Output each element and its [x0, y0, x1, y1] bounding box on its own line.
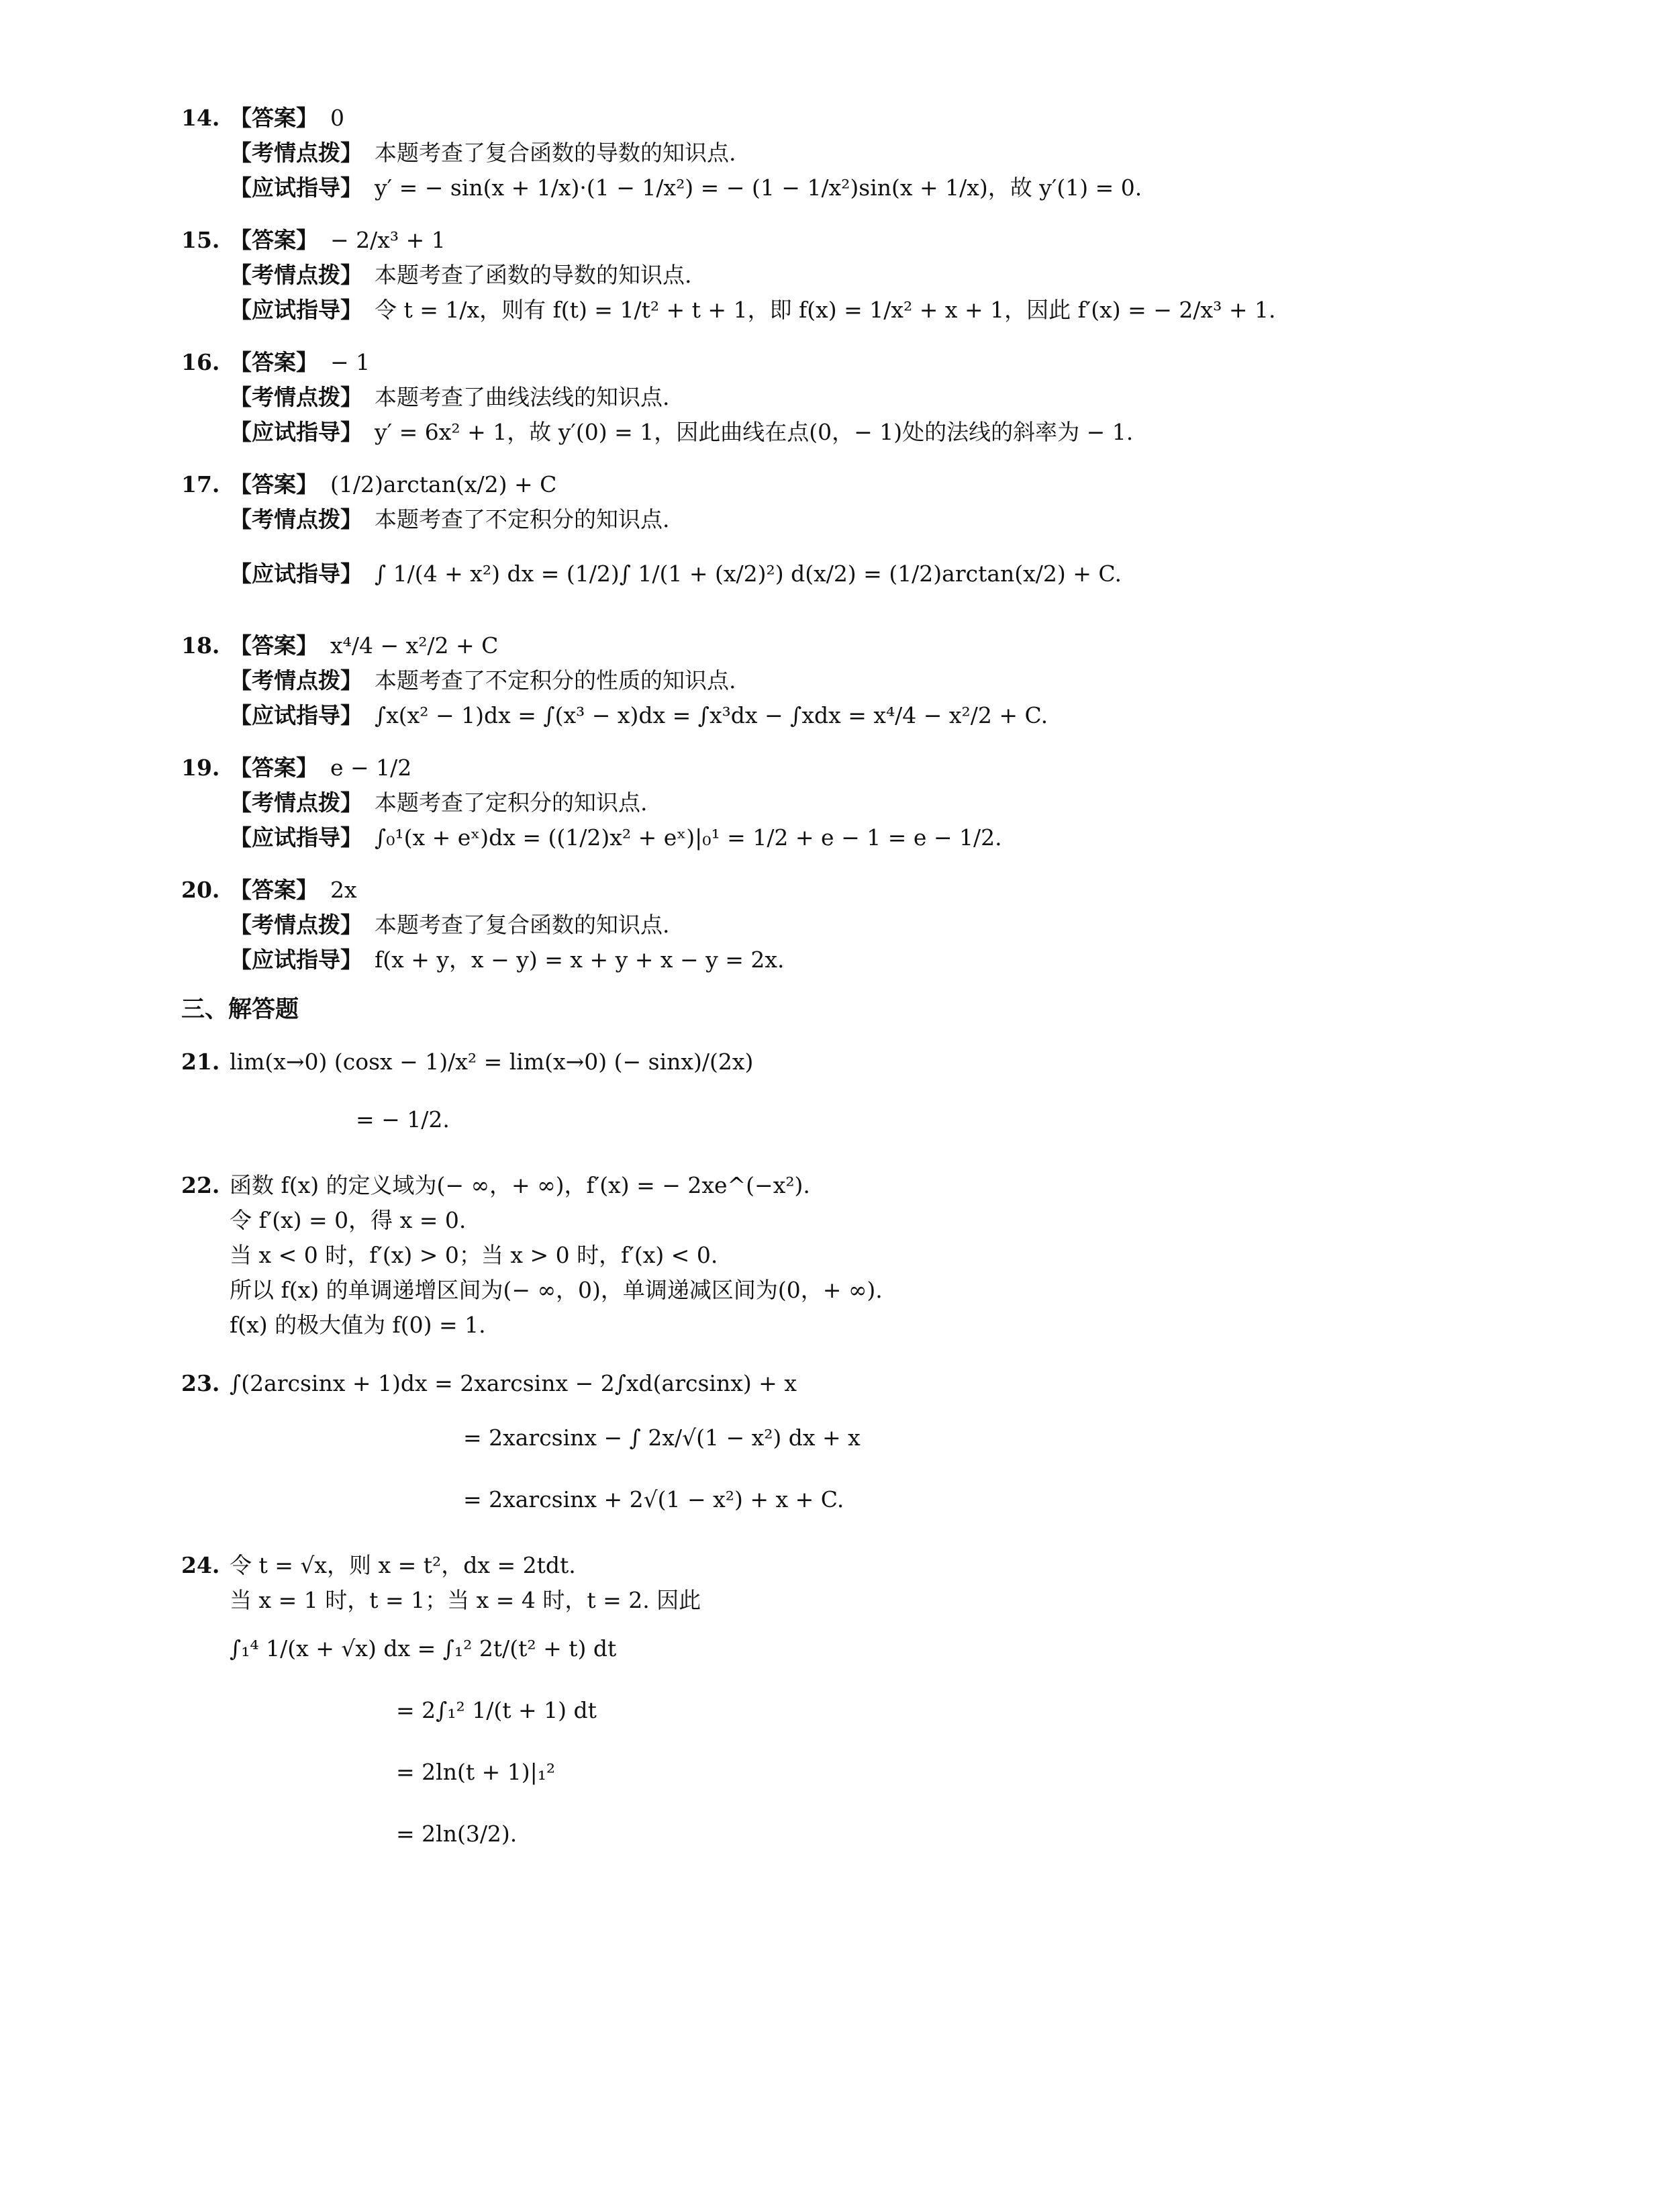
- yingshi-line: [181, 171, 1524, 205]
- solution-text: lim(x→0) (cosx − 1)/x² = lim(x→0) (− sinx)/(2x): [230, 1049, 754, 1075]
- problem-number: 17.: [181, 471, 220, 498]
- solution-text: = 2ln(t + 1)|₁²: [396, 1759, 556, 1786]
- kaoqing-text: 本题考查了复合函数的导数的知识点.: [375, 140, 736, 166]
- problem-24: [181, 1548, 1524, 1865]
- answer-value: x⁴/4 − x²/2 + C: [330, 632, 499, 659]
- yingshi-line: [181, 537, 1524, 611]
- problem-19: [181, 751, 1524, 855]
- solution-step: [181, 1469, 1524, 1531]
- answer-tag: 【答案】: [230, 471, 318, 498]
- problem-number: 15.: [181, 227, 220, 254]
- answer-value: − 2/x³ + 1: [330, 227, 446, 254]
- yingshi-line: [181, 820, 1524, 855]
- answer-line: [181, 101, 1524, 136]
- solution-line: [181, 1583, 1524, 1618]
- yingshi-text: 令 t = 1/x，则有 f(t) = 1/t² + t + 1，即 f(x) = 1/x² + x + 1，因此 f′(x) = − 2/x³ + 1.: [375, 297, 1276, 324]
- answer-tag: 【答案】: [230, 755, 318, 781]
- problem-number: 20.: [181, 877, 220, 904]
- problem-21: [181, 1035, 1524, 1151]
- yingshi-line: [181, 415, 1524, 450]
- problem-number: 16.: [181, 349, 220, 376]
- yingshi-text: y′ = 6x² + 1，故 y′(0) = 1，因此曲线在点(0，− 1)处的法线的斜率为 − 1.: [375, 419, 1134, 446]
- problem-22: [181, 1168, 1524, 1343]
- yingshi-tag: 【应试指导】: [230, 419, 362, 446]
- solution-text: = 2xarcsinx + 2√(1 − x²) + x + C.: [463, 1486, 844, 1513]
- yingshi-line: [181, 698, 1524, 733]
- answer-line: [181, 345, 1524, 380]
- problem-number: 23.: [181, 1370, 220, 1397]
- kaoqing-tag: 【考情点拨】: [230, 262, 362, 289]
- kaoqing-line: [181, 258, 1524, 293]
- yingshi-text: ∫ 1/(4 + x²) dx = (1/2)∫ 1/(1 + (x/2)²) d(x/2) = (1/2)arctan(x/2) + C.: [375, 561, 1122, 587]
- answer-value: (1/2)arctan(x/2) + C: [330, 471, 557, 498]
- answer-tag: 【答案】: [230, 877, 318, 904]
- kaoqing-text: 本题考查了函数的导数的知识点.: [375, 262, 692, 289]
- answer-line: [181, 467, 1524, 502]
- problem-number: 24.: [181, 1552, 220, 1579]
- kaoqing-text: 本题考查了定积分的知识点.: [375, 789, 648, 816]
- solution-step: [181, 1741, 1524, 1803]
- solution-text: 令 t = √x，则 x = t²，dx = 2tdt.: [230, 1552, 576, 1579]
- problem-number: 19.: [181, 755, 220, 781]
- yingshi-tag: 【应试指导】: [230, 702, 362, 729]
- answer-document: [181, 101, 1524, 1882]
- solution-line: [181, 1035, 1524, 1089]
- answer-value: e − 1/2: [330, 755, 412, 781]
- yingshi-line: [181, 943, 1524, 977]
- kaoqing-tag: 【考情点拨】: [230, 789, 362, 816]
- solution-step: [181, 1803, 1524, 1865]
- kaoqing-text: 本题考查了不定积分的性质的知识点.: [375, 667, 736, 694]
- answer-line: [181, 628, 1524, 663]
- answer-value: − 1: [330, 349, 371, 376]
- problem-23: [181, 1360, 1524, 1531]
- solution-line: [181, 1238, 1524, 1273]
- answer-line: [181, 873, 1524, 908]
- kaoqing-line: [181, 136, 1524, 171]
- solution-line: [181, 1168, 1524, 1203]
- solution-text: = 2∫₁² 1/(t + 1) dt: [396, 1697, 597, 1724]
- solution-text: ∫(2arcsinx + 1)dx = 2xarcsinx − 2∫xd(arcsinx) + x: [230, 1370, 797, 1397]
- yingshi-text: ∫x(x² − 1)dx = ∫(x³ − x)dx = ∫x³dx − ∫xdx = x⁴/4 − x²/2 + C.: [375, 702, 1048, 729]
- solution-text: = 2xarcsinx − ∫ 2x/√(1 − x²) dx + x: [463, 1425, 861, 1451]
- kaoqing-tag: 【考情点拨】: [230, 384, 362, 411]
- kaoqing-line: [181, 380, 1524, 415]
- solution-text: 所以 f(x) 的单调递增区间为(− ∞，0)，单调递减区间为(0，+ ∞).: [230, 1277, 883, 1304]
- answer-value: 0: [330, 105, 344, 132]
- solution-text: = 2ln(3/2).: [396, 1821, 518, 1847]
- kaoqing-tag: 【考情点拨】: [230, 912, 362, 939]
- yingshi-text: ∫₀¹(x + eˣ)dx = ((1/2)x² + eˣ)|₀¹ = 1/2 + e − 1 = e − 1/2.: [375, 824, 1002, 851]
- solution-line: [181, 1548, 1524, 1583]
- yingshi-tag: 【应试指导】: [230, 175, 362, 201]
- kaoqing-line: [181, 663, 1524, 698]
- answer-line: [181, 751, 1524, 785]
- answer-tag: 【答案】: [230, 227, 318, 254]
- kaoqing-tag: 【考情点拨】: [230, 506, 362, 533]
- kaoqing-text: 本题考查了不定积分的知识点.: [375, 506, 670, 533]
- solution-line: [181, 1203, 1524, 1238]
- answer-tag: 【答案】: [230, 632, 318, 659]
- yingshi-tag: 【应试指导】: [230, 824, 362, 851]
- answer-line: [181, 223, 1524, 258]
- answer-tag: 【答案】: [230, 105, 318, 132]
- yingshi-tag: 【应试指导】: [230, 947, 362, 973]
- problem-15: [181, 223, 1524, 328]
- solution-line: [181, 1360, 1524, 1407]
- yingshi-tag: 【应试指导】: [230, 561, 362, 587]
- kaoqing-text: 本题考查了曲线法线的知识点.: [375, 384, 670, 411]
- kaoqing-line: [181, 785, 1524, 820]
- yingshi-text: y′ = − sin(x + 1/x)·(1 − 1/x²) = − (1 − 1/x²)sin(x + 1/x)，故 y′(1) = 0.: [375, 175, 1142, 201]
- solution-line: [181, 1308, 1524, 1343]
- problem-17: [181, 467, 1524, 611]
- kaoqing-tag: 【考情点拨】: [230, 140, 362, 166]
- solution-text: = − 1/2.: [356, 1106, 450, 1133]
- yingshi-text: f(x + y，x − y) = x + y + x − y = 2x.: [375, 947, 785, 973]
- answer-tag: 【答案】: [230, 349, 318, 376]
- solution-line: [181, 1618, 1524, 1680]
- problem-18: [181, 628, 1524, 733]
- section-heading: 三、解答题: [181, 996, 299, 1023]
- kaoqing-line: [181, 502, 1524, 537]
- solution-text: 函数 f(x) 的定义域为(− ∞，+ ∞)，f′(x) = − 2xe^(−x²).: [230, 1172, 810, 1199]
- solution-text: 令 f′(x) = 0，得 x = 0.: [230, 1207, 467, 1234]
- yingshi-tag: 【应试指导】: [230, 297, 362, 324]
- solution-line: [181, 1273, 1524, 1308]
- solution-step: [181, 1407, 1524, 1469]
- kaoqing-text: 本题考查了复合函数的知识点.: [375, 912, 670, 939]
- problem-20: [181, 873, 1524, 977]
- problem-number: 14.: [181, 105, 220, 132]
- solution-text: f(x) 的极大值为 f(0) = 1.: [230, 1312, 486, 1339]
- solution-text: 当 x < 0 时，f′(x) > 0；当 x > 0 时，f′(x) < 0.: [230, 1242, 718, 1269]
- problem-number: 21.: [181, 1049, 220, 1075]
- solution-step: [181, 1089, 1524, 1151]
- problem-14: [181, 101, 1524, 205]
- solution-step: [181, 1680, 1524, 1741]
- problem-number: 18.: [181, 632, 220, 659]
- solution-text: ∫₁⁴ 1/(x + √x) dx = ∫₁² 2t/(t² + t) dt: [230, 1635, 617, 1662]
- answer-value: 2x: [330, 877, 357, 904]
- problem-number: 22.: [181, 1172, 220, 1199]
- solution-text: 当 x = 1 时，t = 1；当 x = 4 时，t = 2. 因此: [230, 1587, 701, 1614]
- kaoqing-tag: 【考情点拨】: [230, 667, 362, 694]
- kaoqing-line: [181, 908, 1524, 943]
- problem-16: [181, 345, 1524, 450]
- yingshi-line: [181, 293, 1524, 328]
